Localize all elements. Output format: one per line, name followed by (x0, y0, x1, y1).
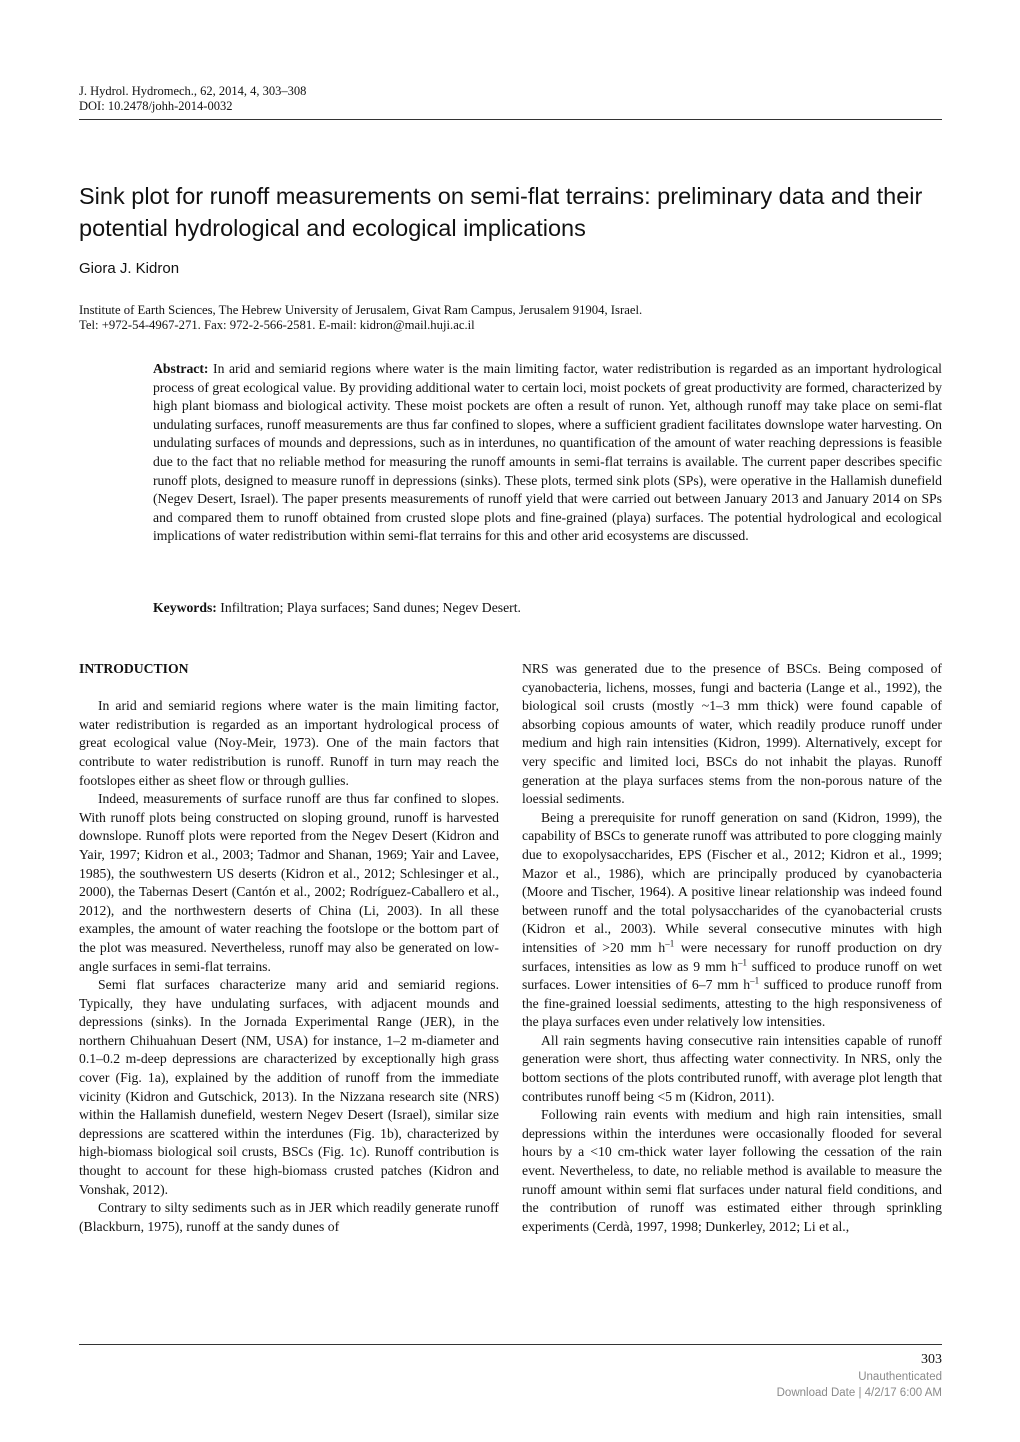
header-rule (79, 119, 942, 120)
paragraph: NRS was generated due to the presence of BSCs. Being composed of cyanobacteria, lichens, mosses, fungi and bacteria (Lange et al., 1992), the biological soil crusts (mostly ~1–3 mm thick) were found capable of absorbing copious amounts of water, which readily produce runoff under medium and high rain intensities (Kidron, 1999). Alternatively, except for very specific and limited loci, BSCs do not inhabit the playas. Runoff generation at the playa surfaces stems from the non-porous nature of the loessial sediments. (522, 661, 942, 807)
affiliation-institution: Institute of Earth Sciences, The Hebrew University of Jerusalem, Givat Ram Campus, Jerusalem 91904, Israel. (79, 303, 643, 317)
superscript: –1 (737, 956, 747, 967)
page-number: 303 (921, 1352, 942, 1367)
superscript: –1 (750, 975, 760, 986)
paragraph: All rain segments having consecutive rain intensities capable of runoff generation were short, thus affecting water connectivity. In NRS, only the bottom sections of the plots contributed runoff, with average plot length that contributes runoff being <5 m (Kidron, 2011). (522, 1032, 942, 1104)
paragraph: Indeed, measurements of surface runoff are thus far confined to slopes. With runoff plots being constructed on sloping ground, runoff is harvested downslope. Runoff plots were reported from the Negev Desert (Kidron and Yair, 1997; Kidron et al., 2003; Tadmor and Shanan, 1969; Yair and Lavee, 1985), the southwestern US deserts (Kidron et al., 2012; Schlesinger et al., 2000), the Tabernas Desert (Cantón et al., 2002; Rodríguez-Caballero et al., 2012), and the northwestern deserts of China (Li, 2003). In all these examples, the amount of water reaching the footslope or the bottom part of the plot was measured. Nevertheless, runoff may also be generated on low-angle surfaces in semi-flat terrains. (79, 791, 499, 974)
paragraph: In arid and semiarid regions where water is the main limiting factor, water redistribution is regarded as an important hydrological process of great ecological value (Noy-Meir, 1973). One of the main factors that contribute to water redistribution is runoff. Runoff in turn may reach the footslopes either as sheet flow or through gullies. (79, 698, 499, 788)
paragraph-text: sufficed to produce runoff from the fine-grained loessial sediments, attesting to the high responsiveness of the playa surfaces even under relatively low intensities. (522, 977, 942, 1030)
superscript: –1 (665, 938, 675, 949)
watermark-download-date: Download Date | 4/2/17 6:00 AM (776, 1387, 942, 1399)
paragraph-text: Being a prerequisite for runoff generation on sand (Kidron, 1999), the capability of BSCs to generate runoff was attributed to pore clogging mainly due to exopolysaccharides, EPS (Fischer et al., 2012; Kidron et al., 1999; Mazor et al., 1986), which are principally produced by cyanobacteria (Moore and Tischer, 1964). A positive linear relationship was indeed found between runoff and the total polysaccharides of the cyanobacterial crusts (Kidron et al., 2003). While several consecutive minutes with high intensities of >20 mm h (522, 809, 942, 955)
affiliation-contact: Tel: +972-54-4967-271. Fax: 972-2-566-2581. E-mail: kidron@mail.huji.ac.il (79, 318, 475, 332)
affiliation (79, 303, 642, 333)
abstract (153, 360, 942, 546)
keywords-label: Keywords: (153, 600, 217, 615)
abstract-label: Abstract: (153, 361, 209, 376)
keywords-text: Infiltration; Playa surfaces; Sand dunes; Negev Desert. (220, 600, 521, 615)
paragraph: Contrary to silty sediments such as in JER which readily generate runoff (Blackburn, 1975), runoff at the sandy dunes of (79, 1200, 499, 1234)
paragraph-text: were necessary for runoff production on dry surfaces, intensities as low as 9 mm h (522, 939, 942, 974)
author-name: Giora J. Kidron (79, 260, 180, 277)
paper-title: Sink plot for runoff measurements on semi-flat terrains: preliminary data and their potential hydrological and ecological implications (79, 183, 923, 241)
section-heading-introduction: INTRODUCTION (79, 661, 189, 676)
left-column (79, 660, 499, 1236)
journal-citation: J. Hydrol. Hydromech., 62, 2014, 4, 303–308 (79, 84, 307, 98)
footer-rule (79, 1344, 942, 1345)
keywords (153, 600, 521, 616)
paragraph: Semi flat surfaces characterize many arid and semiarid regions. Typically, they have undulating surfaces, with adjacent mounds and depressions (sinks). In the Jornada Experimental Range (JER), in the northern Chihuahuan Desert (NM, USA) for instance, 1–2 m-diameter and 0.1–0.2 m-deep depressions are characterized by exceptionally high grass cover (Fig. 1a), explained by the addition of runoff from the immediate vicinity (Kidron and Gutschick, 2013). In the Nizzana research site (NRS) within the Hallamish dunefield, western Negev Desert (Israel), similar size depressions are scattered within the interdunes (Fig. 1b), characterized by high-biomass biological soil crusts, BSCs (Fig. 1c). Runoff contribution is thought to account for these high-biomass crusted patches (Kidron and Vonshak, 2012). (79, 977, 499, 1197)
paragraph-text: sufficed to produce runoff on wet surfaces. Lower intensities of 6–7 mm h (522, 958, 942, 993)
paragraph: Following rain events with medium and high rain intensities, small depressions within the interdunes were occasionally flooded for several hours by a <10 cm-thick water layer following the cessation of the rain event. Nevertheless, to date, no reliable method is available to measure the runoff amount within semi flat surfaces under natural field conditions, and the contribution of runoff was estimated either through sprinkling experiments (Cerdà, 1997, 1998; Dunkerley, 2012; Li et al., (522, 1107, 942, 1234)
right-column (522, 660, 942, 1236)
running-header (79, 84, 306, 114)
paragraph (522, 809, 942, 1032)
watermark-status: Unauthenticated (858, 1371, 942, 1383)
doi[interactable]: DOI: 10.2478/johh-2014-0032 (79, 99, 233, 113)
abstract-text: In arid and semiarid regions where water is the main limiting factor, water redistribution is regarded as an important hydrological process of great ecological value. By providing additional water to certain loci, moist pockets of great productivity are formed, characterized by high plant biomass and biological activity. These moist pockets are often a result of runon. Yet, although runoff may take place on semi-flat undulating surfaces, runoff measurements are thus far confined to slopes, where a sufficient gradient facilitates downslope water harvesting. On undulating surfaces of mounds and depressions, such as in interdunes, no quantification of the amount of water reaching depressions is feasible due to the fact that no reliable method for measuring the runoff amounts in semi-flat terrains is available. The current paper describes specific runoff plots, designed to measure runoff in depressions (sinks). These plots, termed sink plots (SPs), were operative in the Hallamish dunefield (Negev Desert, Israel). The paper presents measurements of runoff yield that were carried out between January 2013 and January 2014 on SPs and compared them to runoff obtained from crusted slope plots and fine-grained (playa) surfaces. The potential hydrological and ecological implications of water redistribution within semi-flat terrains for this and other arid ecosystems are discussed. (153, 361, 942, 544)
